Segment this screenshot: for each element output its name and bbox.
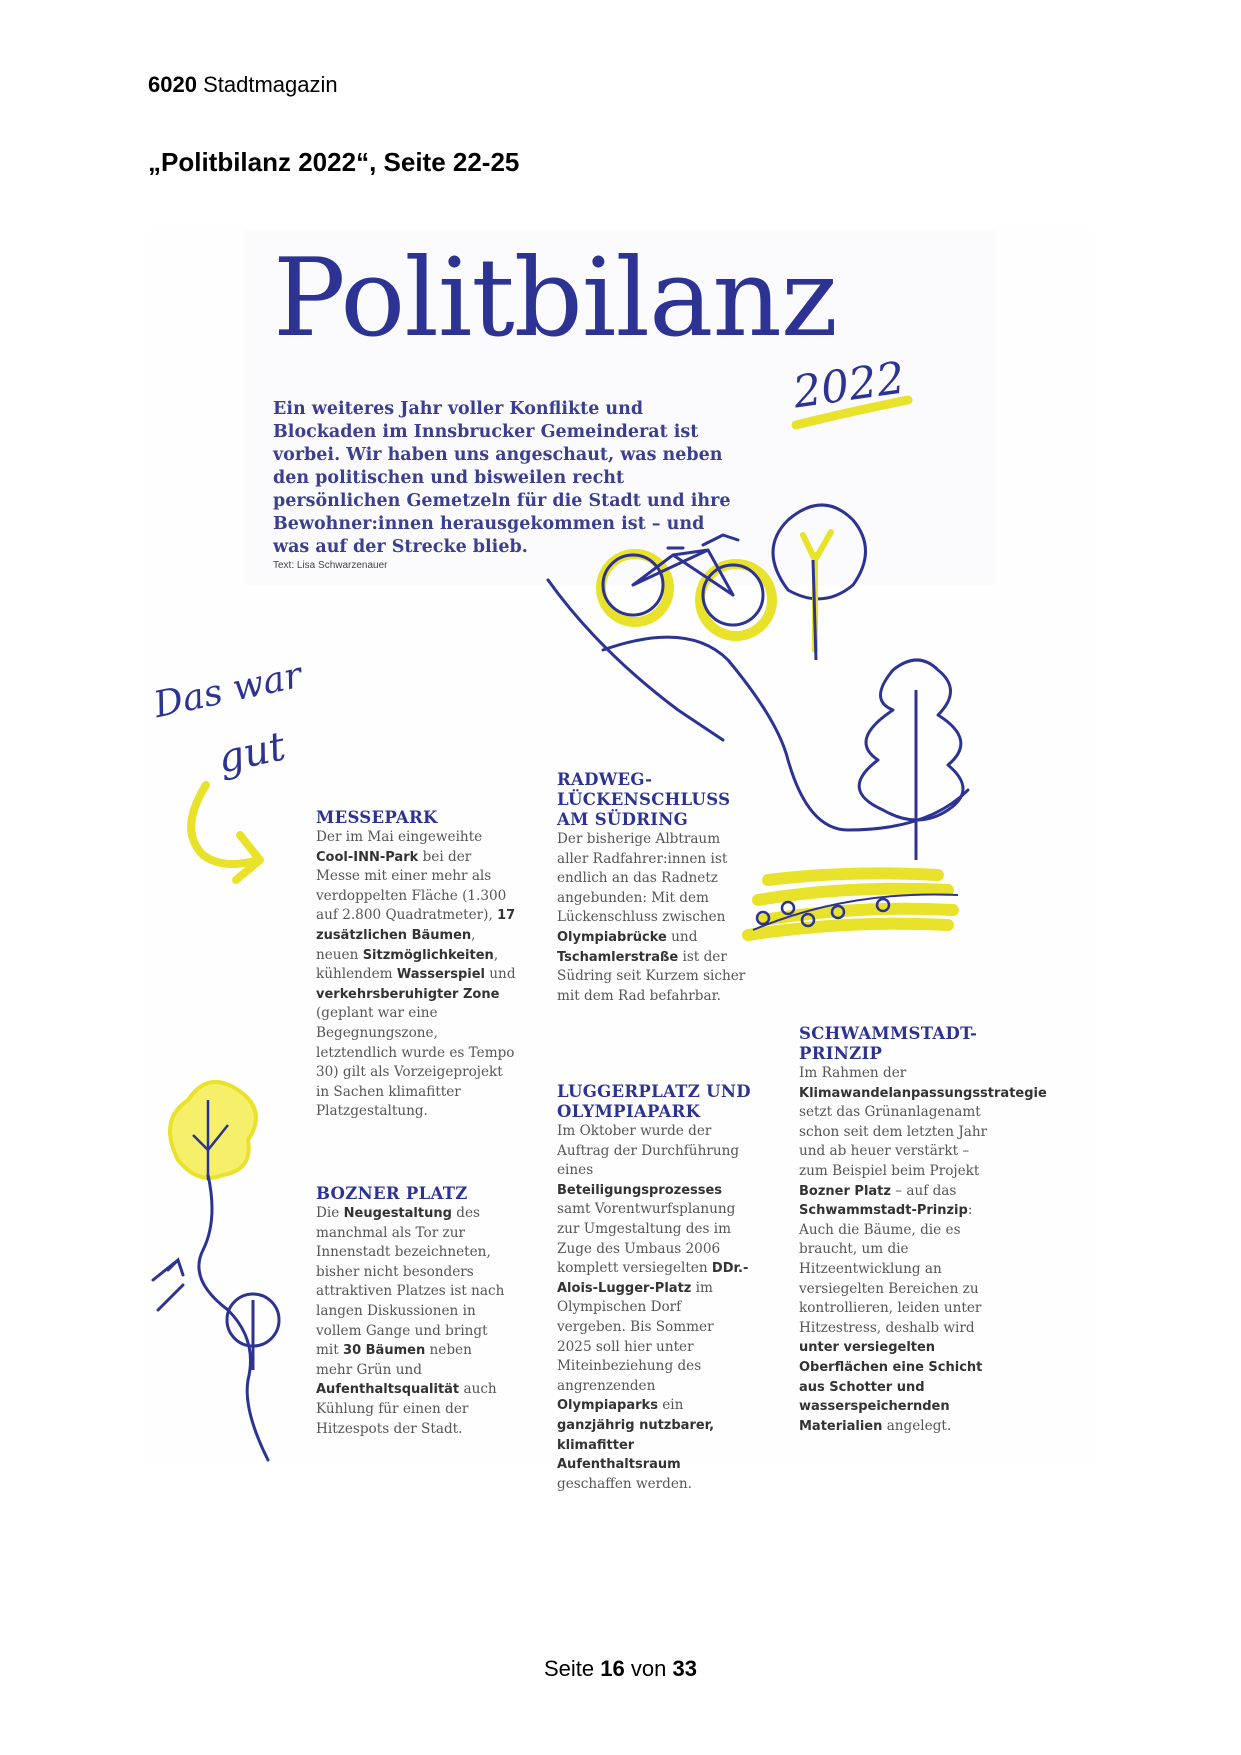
page-footer <box>0 1656 1241 1682</box>
section-text: Die Neugestaltung des manchmal als Tor zur Innenstadt bezeichneten, bisher nicht besonders attraktiven Platzes ist nach langen Diskussionen in vollem Gange und bringt mit 30 Bäumen neben mehr Grün und Aufenthaltsqualität auch Kühlung für einen der Hitzespots der Stadt. <box>316 1205 505 1437</box>
article-clipping <box>148 230 1093 1492</box>
footer-page-number: 16 <box>600 1656 625 1681</box>
document-header <box>148 72 338 98</box>
article-year: 2022 <box>789 352 908 419</box>
handwritten-das-war: Das war <box>150 654 306 727</box>
section-heading: LUGGERPLATZ UND OLYMPIAPARK <box>557 1082 751 1121</box>
section-luggerplatz <box>557 1082 752 1494</box>
section-text: Der bisherige Albtraum aller Radfahrer:innen ist endlich an das Radnetz angebunden: Mit dem Lückenschluss zwischen Olympiabrücke und Tschamlerstraße ist der Südring seit Kurzem sicher mit dem Rad befahrbar. <box>557 831 746 1004</box>
article-credit: Text: Lisa Schwarzenauer <box>273 560 388 571</box>
section-heading: SCHWAMMSTADT-PRINZIP <box>799 1024 978 1063</box>
section-schwammstadt <box>799 1024 1047 1436</box>
footer-prefix: Seite <box>544 1656 595 1681</box>
magazine-code: 6020 <box>148 72 197 97</box>
section-text: Im Rahmen der Klimawandelanpassungsstrategie setzt das Grünanlagenamt schon seit dem letzten Jahr und ab heuer verstärkt – zum Beispiel beim Projekt Bozner Platz – auf das Schwammstadt-Prinzip: Auch die Bäume, die es braucht, um die Hitzeentwicklung an versiegelten Bereichen zu kontrollieren, leiden unter Hitzestress, deshalb wird unter versiegelten Oberflächen eine Schicht aus Schotter und wasserspeichernden Materialien angelegt. <box>799 1065 1047 1434</box>
section-heading: MESSEPARK <box>316 808 438 827</box>
section-heading: BOZNER PLATZ <box>316 1184 468 1203</box>
leaf-tree-icon <box>148 230 149 231</box>
footer-total-pages: 33 <box>672 1656 697 1681</box>
magazine-name: Stadtmagazin <box>203 72 338 97</box>
footer-middle: von <box>630 1656 667 1681</box>
article-title: Politbilanz <box>273 236 837 361</box>
section-heading: RADWEG-LÜCKENSCHLUSS AM SÜDRING <box>557 770 731 829</box>
section-text: Der im Mai eingeweihte Cool-INN-Park bei der Messe mit einer mehr als verdoppelten Fläche (1.300 auf 2.800 Quadratmeter), 17 zusätzlichen Bäumen, neuen Sitzmöglichkeiten, kühlendem Wasserspiel und verkehrsberuhigter Zone (geplant war eine Begegnungszone, letztendlich wurde es Tempo 30) gilt als Vorzeigeprojekt in Sachen klimafitter Platzgestaltung. <box>316 829 516 1120</box>
section-radweg <box>557 770 747 1006</box>
section-text: Im Oktober wurde der Auftrag der Durchführung eines Beteiligungsprozesses samt Vorentwurfsplanung zur Umgestaltung des im Zuge des Umbaus 2006 komplett versiegelten DDr.-Alois-Lugger-Platz im Olympischen Dorf vergeben. Bis Sommer 2025 soll hier unter Miteinbeziehung des angrenzenden Olympiaparks ein ganzjährig nutzbarer, klimafitter Aufenthaltsraum geschaffen werden. <box>557 1123 749 1492</box>
section-bozner-platz <box>316 1184 506 1439</box>
handwritten-gut: gut <box>213 723 290 783</box>
article-reference: „Politbilanz 2022“, Seite 22-25 <box>148 147 520 177</box>
article-lead: Ein weiteres Jahr voller Konflikte und Blockaden im Innsbrucker Gemeinderat ist vorbei. Wir haben uns angeschaut, was neben den politischen und bisweilen recht persönlichen Gemetzeln für die Stadt und ihre Bewohner:innen herausgekommen ist – und was auf der Strecke blieb. <box>273 399 731 557</box>
section-messepark <box>316 808 516 1122</box>
